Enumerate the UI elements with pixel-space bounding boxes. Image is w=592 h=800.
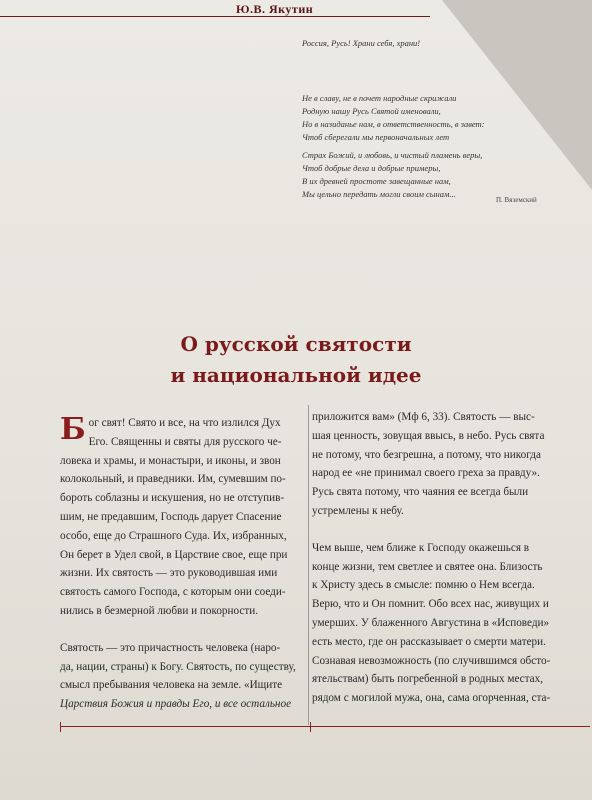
article-title <box>0 329 592 391</box>
text-line: Верю, что и Он помнит. Обо всех нас, живущих и <box>312 598 549 611</box>
paragraph <box>60 414 305 621</box>
footer-rule <box>60 726 590 727</box>
epigraph-line: Чтоб добрые дела и добрые примеры, <box>302 163 441 173</box>
text-line: приложится вам» (Мф 6, 33). Святость — выс- <box>312 411 535 423</box>
text-line: рядом с могилой мужа, она, сама огорченная, ста- <box>312 692 551 705</box>
title-line-2: и национальной идее <box>170 363 422 388</box>
right-column <box>312 408 580 708</box>
epigraph-line: Страх Божий, и любовь, и чистый пламень веры, <box>302 150 483 160</box>
text-line: Он берет в Удел свой, в Царствие свое, еще при <box>60 548 288 561</box>
title-line-1: О русской святости <box>180 332 412 357</box>
epigraph-line: Мы цельно передать могли своим сынам... <box>302 189 456 199</box>
text-line: умерших. У блаженного Августина в «Исповеди» <box>312 616 550 629</box>
text-line: жизни. Их святость — это руководившая ими <box>60 567 278 580</box>
folded-corner <box>442 0 592 190</box>
text-line: Сознавая невозможность (по случившимся обсто- <box>312 654 551 667</box>
text-line: бороть соблазны и искушения, но не отступив- <box>60 492 285 505</box>
rule-tick <box>310 722 311 732</box>
text-line: не потому, что безгрешна, а потому, что никогда <box>312 448 541 461</box>
text-line: шим, не предавшим, Господь дарует Спасение <box>60 510 282 523</box>
text-line: ог свят! Свято и все, на что излился Дух <box>88 417 281 429</box>
text-line: Чем выше, чем ближе к Господу окажешься в <box>312 541 530 554</box>
text-line: особо, еще до Страшного Суда. Их, избранных, <box>60 529 287 542</box>
running-head-band <box>0 0 430 17</box>
epigraph-author: П. Вяземский <box>496 196 537 204</box>
epigraph-1: Россия, Русь! Храни себя, храни! <box>302 38 421 48</box>
epigraph-line: В их древней простоте завещанные нам, <box>302 176 451 186</box>
paragraph <box>312 539 580 708</box>
text-line: шая ценность, зовущая ввысь, в небо. Русь свята <box>312 429 545 442</box>
epigraph-line: Не в славу, не в почет народные скрижали <box>302 93 457 103</box>
column-divider <box>308 405 309 725</box>
text-line: Святость — это причастность человека (наро- <box>60 641 281 654</box>
text-line: устремлены к небу. <box>312 504 404 517</box>
text-line: смысл пребывания человека на земле. «Ищите <box>60 679 283 692</box>
epigraph-line: Родную нашу Русь Святой именовали, <box>302 106 441 116</box>
text-line: нились в безмерной любви и покорности. <box>60 604 259 617</box>
text-line: ятельствам) быть погребенной в родных местах, <box>312 673 544 686</box>
text-line: есть место, где он рассказывает о смерти матери. <box>312 635 546 648</box>
page-mark: Н. Г <box>510 44 525 53</box>
text-line: святость самого Господа, с которым они соеди- <box>60 586 286 599</box>
text-line: колокольный, и праведники. Им, сумевшим по- <box>60 473 286 486</box>
epigraph-line: Чтоб сберегали мы первоначальных лет <box>302 132 450 142</box>
rule-tick <box>60 722 61 732</box>
text-line: Его. Священны и святы для русского че- <box>88 435 282 448</box>
text-line: Русь свята потому, что чаяния ее всегда были <box>312 486 529 499</box>
epigraph-line: Но в назиданье нам, в ответственность, в завет: <box>302 119 485 129</box>
text-line: Царствия Божия и правды Его, и все остальное <box>60 698 292 711</box>
text-line: ловека и храмы, и монастыри, и иконы, и звон <box>60 454 281 467</box>
text-line: к Христу здесь в смысле: помню о Нем всегда. <box>312 579 535 592</box>
left-column <box>60 414 305 714</box>
running-head: Ю.В. Якутин <box>236 2 314 16</box>
drop-cap: Б <box>60 412 86 447</box>
text-line: народ ее «не принимал своего греха за правду». <box>312 467 540 480</box>
text-line: конце жизни, тем светлее и святее она. Близость <box>312 560 543 573</box>
paragraph <box>60 639 305 714</box>
paragraph <box>312 408 580 521</box>
text-line: да, нации, страны) к Богу. Святость, по существу, <box>60 660 296 673</box>
